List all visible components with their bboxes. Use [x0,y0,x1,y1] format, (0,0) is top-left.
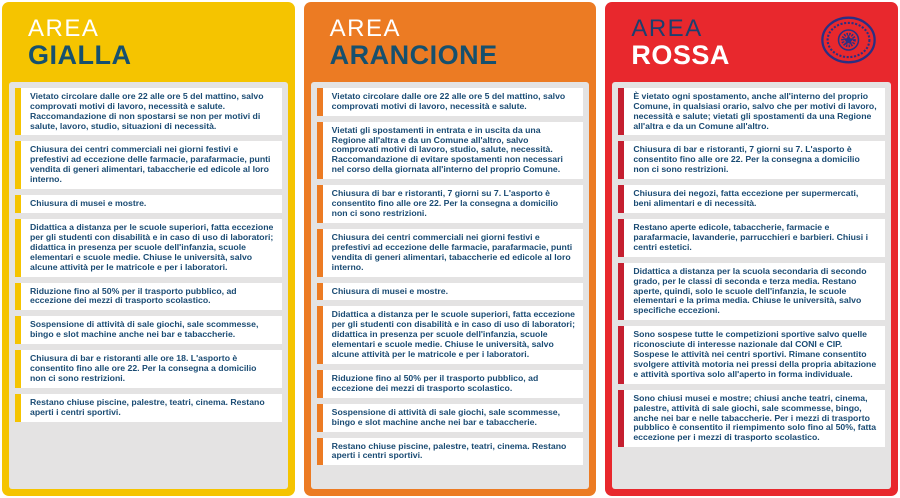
zone-title-area: AREA [631,15,703,42]
restriction-item: Restano aperte edicole, tabaccherie, farmacie e parafarmacie, lavanderie, parrucchieri e barbieri. Chiusi i centri estetici. [618,219,885,257]
restriction-item: Restano chiuse piscine, palestre, teatri, cinema. Restano aperti i centri sportivi. [317,438,584,466]
restriction-item: Didattica a distanza per la scuola secondaria di secondo grado, per le classi di seconda e terza media. Restano aperte, quindi, solo le scuole dell'infanzia, le scuole elementari e la prima media. Chiuse le università, salvo specifiche eccezioni. [618,263,885,321]
zone-card-gialla [2,2,295,496]
zone-header-gialla [9,2,288,82]
restriction-item: Didattica a distanza per le scuole superiori, fatta eccezione per gli studenti con disabilità e in caso di uso di laboratori; didattica in presenza per scuole dell'infanzia, scuole elementari e scuole medie. Chiuse le università, salvo alcune attività per le matricole e per i laboratori. [317,306,584,364]
restriction-item: Vietato circolare dalle ore 22 alle ore 5 del mattino, salvo comprovati motivi di lavoro, necessità e salute. [317,88,584,116]
restriction-item: Chiusura dei negozi, fatta eccezione per supermercati, beni alimentari e di necessità. [618,185,885,213]
restriction-item: Sospensione di attività di sale giochi, sale scommesse, bingo e slot machine anche nei bar e tabaccherie. [317,404,584,432]
restriction-item: Vietato circolare dalle ore 22 alle ore 5 del mattino, salvo comprovati motivi di lavoro, necessità e salute. Raccomandazione di non spostarsi se non per motivi di salute, lavoro, studio, situazioni di necessità. [15,88,282,136]
zone-title-name: ARANCIONE [329,40,498,71]
restriction-item: Sospensione di attività di sale giochi, sale scommesse, bingo e slot machine anche nei bar e tabaccherie. [15,316,282,344]
restriction-item: Chiusura di bar e ristoranti, 7 giorni su 7. L'asporto è consentito fino alle ore 22. Per la consegna a domicilio non ci sono restrizioni. [618,141,885,179]
restriction-item: Riduzione fino al 50% per il trasporto pubblico, ad eccezione dei mezzi di trasporto scolastico. [317,370,584,398]
restriction-item: Sono chiusi musei e mostre; chiusi anche teatri, cinema, palestre, attività di sale giochi, sale scommesse, bingo, anche nei bar e nelle tabaccherie. Per i mezzi di trasporto pubblico è consentito il riempimento solo fino al 50%, fatta eccezione per i mezzi di trasporto scolastico. [618,390,885,448]
restriction-item: Chiusura dei centri commerciali nei giorni festivi e prefestivi ad eccezione delle farmacie, parafarmacie, punti vendita di generi alimentari, tabaccherie ed edicole al loro interno. [15,141,282,189]
restriction-item: Didattica a distanza per le scuole superiori, fatta eccezione per gli studenti con disabilità e in caso di uso di laboratori; didattica in presenza per scuole dell'infanzia, scuole elementari e scuole medie. Chiuse le università, salvo alcune attività per le matricole e per i laboratori. [15,219,282,277]
zone-title-name: ROSSA [631,40,730,71]
restrictions-panel-rossa [612,82,891,489]
zone-card-arancione [304,2,597,496]
zone-title-area: AREA [28,15,100,42]
zone-title-area: AREA [329,15,402,42]
restriction-item: Riduzione fino al 50% per il trasporto pubblico, ad eccezione dei mezzi di trasporto scolastico. [15,283,282,311]
restriction-item: Restano chiuse piscine, palestre, teatri, cinema. Restano aperti i centri sportivi. [15,394,282,422]
restrictions-panel-gialla [9,82,288,489]
restriction-item: Chiusura di bar e ristoranti, 7 giorni su 7. L'asporto è consentito fino alle ore 22. Per la consegna a domicilio non ci sono restrizioni. [317,185,584,223]
presidenza-consiglio-dei-ministri-seal-icon [820,15,877,70]
restriction-item: È vietato ogni spostamento, anche all'interno del proprio Comune, in qualsiasi orario, salvo che per motivi di lavoro, necessità e salute; vietati gli spostamenti da una Regione all'altra e da un Comune all'altro. [618,88,885,136]
restriction-item: Chiusura di bar e ristoranti alle ore 18. L'asporto è consentito fino alle ore 22. Per la consegna a domicilio non ci sono restrizioni. [15,350,282,388]
restriction-item: Chiusura dei centri commerciali nei giorni festivi e prefestivi ad eccezione delle farmacie, parafarmacie, punti vendita di generi alimentari, tabaccherie ed edicole al loro interno. [317,229,584,277]
zone-card-rossa [605,2,898,496]
restriction-item: Chiusura di musei e mostre. [317,283,584,301]
zone-header-rossa [612,2,891,82]
restriction-item: Chiusura di musei e mostre. [15,195,282,213]
zone-title-name: GIALLA [28,40,132,71]
restrictions-panel-arancione [311,82,590,489]
zone-header-arancione [311,2,590,82]
restriction-item: Sono sospese tutte le competizioni sportive salvo quelle riconosciute di interesse nazionale dal CONI e CIP. Sospese le attività nei centri sportivi. Rimane consentito svolgere attività motoria nei pressi della propria abitazione e attività sportiva solo all'aperto in forma individuale. [618,326,885,384]
restriction-item: Vietati gli spostamenti in entrata e in uscita da una Regione all'altra e da un Comune all'altro, salvo comprovati motivi di lavoro, studio, salute, necessità. Raccomandazione di evitare spostamenti non necessari nel corso della giornata all'interno del proprio Comune. [317,122,584,180]
